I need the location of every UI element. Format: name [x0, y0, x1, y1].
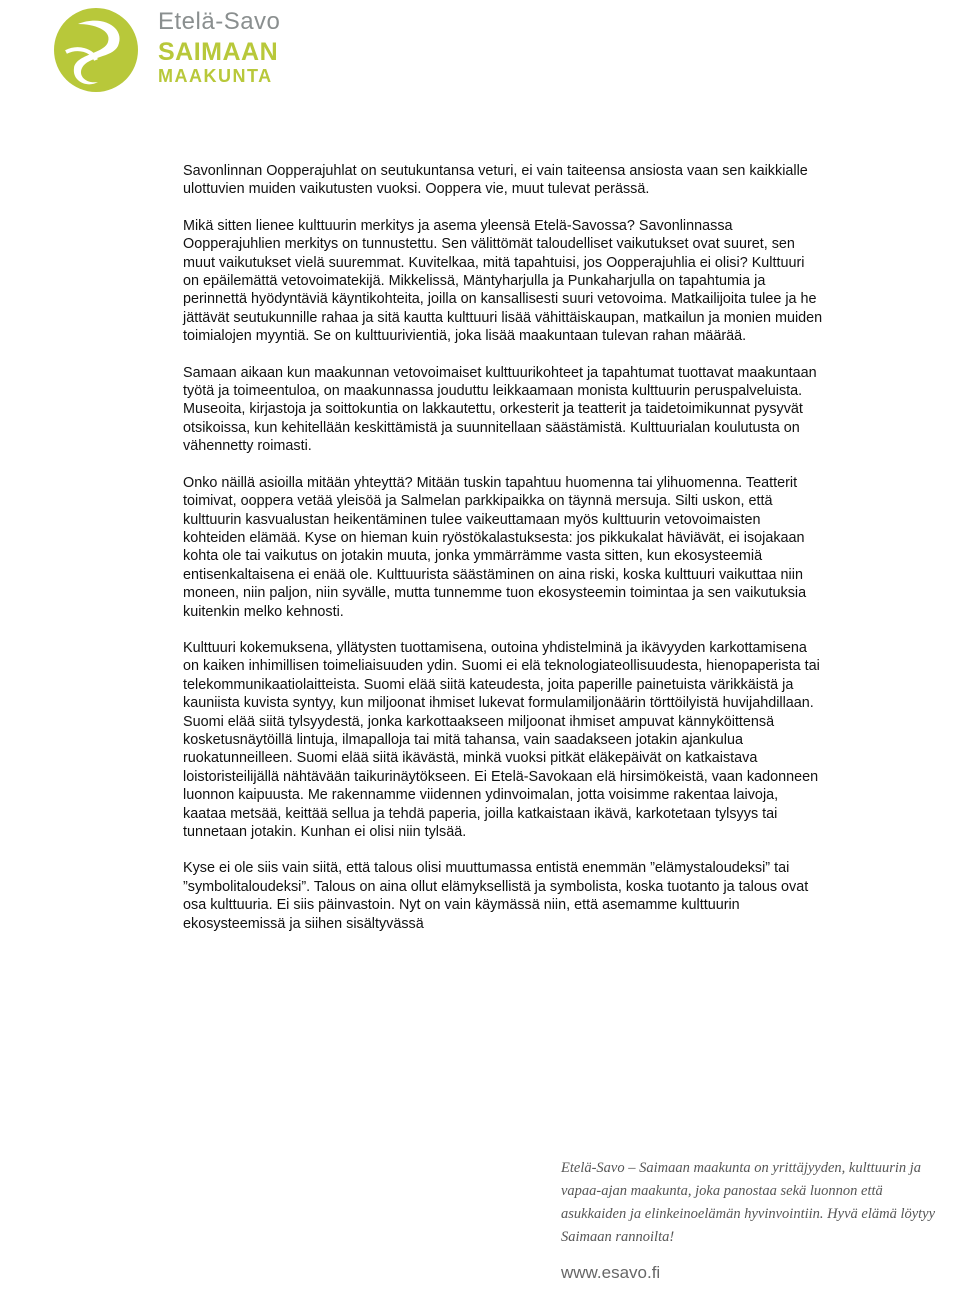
footer [561, 1157, 951, 1283]
logo-name-line1: SAIMAAN [158, 38, 279, 66]
footer-website-link[interactable]: www.esavo.fi [561, 1263, 661, 1282]
paragraph: Kulttuuri kokemuksena, yllätysten tuottamisena, outoina yhdistelminä ja ikävyyden karkottamisena on kaiken inhimillisen toimeliaisuuden ydin. Suomi ei elä teknologiateollisuudesta, hienopaperista tai telekommunikaatiolaitteista. Suomi elää siitä kateudesta, joita paperille painetuista värikkäistä ja kauniista kuvista syntyy, kun miljoonat ihmiset lukevat formulamiljonäärin törttöilyistä huvijahdillaan. Suomi elää siitä tylsyydestä, jonka karkottaakseen miljoonat ihmiset ampuvat kännyköittensä kosketusnäytöillä lintuja, ilmapalloja tai mitä tahansa, vain saadakseen jotakin ajankulua ruokatunneilleen. Suomi elää siitä ikävästä, minkä vuoksi pitkät eläkepäivät on katkaistava loistoristeilijällä nähtävään taikurinäytökseen. Ei Etelä-Savokaan elä hirsimökeistä, vaan kadonneen luonnon kaipuusta. Me rakennamme viidennen ydinvoimalan, jotta voisimme rakentaa laivoja, kaataa metsää, keittää sellua ja tehdä paperia, joilla katkaistaan ikävä, karkotetaan tylsyys tai tunnetaan jotakin. Kunhan ei olisi niin tylsää. [183, 639, 820, 840]
document-body [183, 162, 823, 951]
logo [48, 6, 288, 86]
saimaa-seal-icon [48, 6, 148, 94]
paragraph: Kyse ei ole siis vain siitä, että talous olisi muuttumassa entistä enemmän ”elämystaloudeksi” tai ”symbolitaloudeksi”. Talous on aina ollut elämyksellistä ja symbolista, koska tuotanto ja talous ovat osa kulttuuria. Ei siis päinvastoin. Nyt on vain käymässä niin, että asemamme kulttuurin ekosysteemissä ja siihen sisältyvässä [183, 860, 809, 932]
logo-region: Etelä-Savo [158, 8, 281, 35]
footer-slogan: Etelä-Savo – Saimaan maakunta on yrittäjyyden, kulttuurin ja vapaa-ajan maakunta, joka panostaa sekä luonnon että asukkaiden ja elinkeinoelämän hyvinvointiin. Hyvä elämä löytyy Saimaan rannoilta! [561, 1160, 936, 1245]
paragraph: Mikä sitten lienee kulttuurin merkitys ja asema yleensä Etelä-Savossa? Savonlinnassa Oopperajuhlien merkitys on tunnustettu. Sen välittömät taloudelliset vaikutukset ovat suuret, sen muut vaikutukset vielä suuremmat. Kuvitelkaa, mitä tapahtuisi, jos Oopperajuhlia ei olisi? Kulttuuri on epäilemättä vetovoimatekijä. Mikkelissä, Mäntyharjulla ja Punkaharjulla on tapahtumia ja perinnettä hyödyntäviä käyntikohteita, joilla on kansallisesti suuri vetovoima. Matkailijoita tulee ja he jättävät seutukunnille rahaa ja sitä kautta kulttuuri lisää vähittäiskaupan, matkailun ja monien muiden toimialojen myyntiä. Se on kulttuurivientiä, joka lisää maakuntaan tulevan rahan määrää. [183, 217, 823, 345]
paragraph: Samaan aikaan kun maakunnan vetovoimaiset kulttuurikohteet ja tapahtumat tuottavat maakuntaan työtä ja toimeentuloa, on maakunnassa jouduttu leikkaamaan monista kulttuurin peruspalveluista. Museoita, kirjastoja ja soittokuntia on lakkautettu, orkesterit ja teatterit ja taidetoimikunnat pysyvät otsikoissa, kun kehitellään keskittämistä ja suunnitellaan säästämistä. Kulttuurialan koulutusta on vähennetty roimasti. [183, 364, 817, 455]
paragraph: Onko näillä asioilla mitään yhteyttä? Mitään tuskin tapahtuu huomenna tai ylihuomenna. Teatterit toimivat, ooppera vetää yleisöä ja Salmelan parkkipaikka on täynnä mersuja. Silti uskon, että kulttuurin kasvualustan heikentäminen tulee vaikeuttamaan myös kulttuurin vetovoimaisten kohteiden elämää. Kyse on hieman kuin ryöstökalastuksesta: jos pikkukalat häviävät, ei isojakaan kohta ole tai vaikutus on jotakin muuta, jonka ymmärrämme vasta sitten, kun ekosysteemiä entisenkaltaisena ei enää ole. Kulttuurista säästäminen on aina riski, koska kulttuuri vaikuttaa niin moneen, niin paljon, niin syvälle, mutta tunnemme tuon ekosysteemin toimintaa ja sen vaikutuksia kuitenkin melko kehnosti. [183, 474, 807, 620]
paragraph: Savonlinnan Oopperajuhlat on seutukuntansa veturi, ei vain taiteensa ansiosta vaan sen kaikkialle ulottuvien muiden vaikutusten vuoksi. Ooppera vie, muut tulevat perässä. [183, 163, 808, 198]
logo-name-line2: MAAKUNTA [158, 66, 273, 86]
